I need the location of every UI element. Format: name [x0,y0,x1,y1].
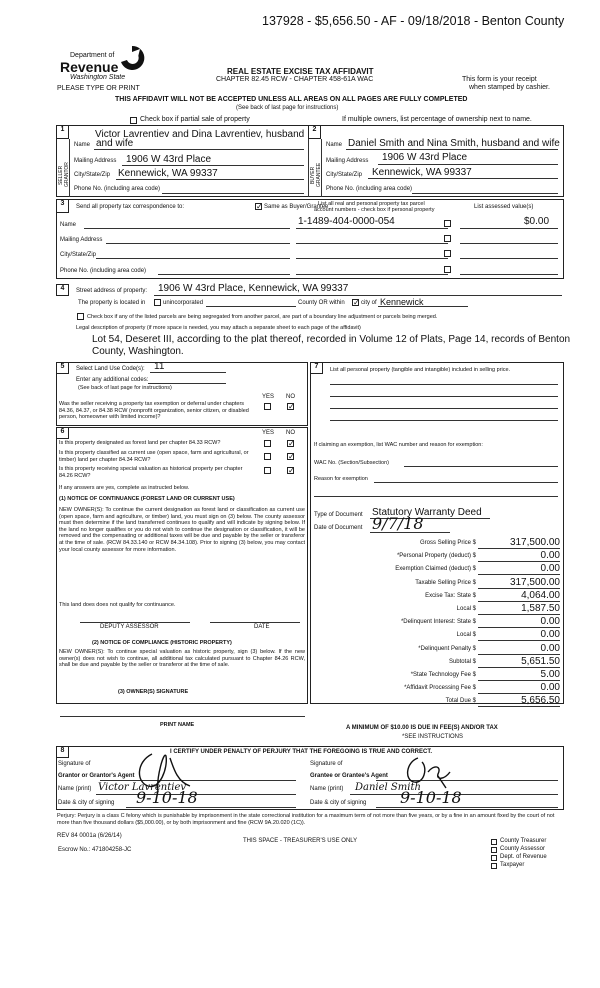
notice-continuance-text: NEW OWNER(S): To continue the current designation as forest land or classification as current use (open space, farm and agriculture, or timber) land, you must sign on (3) below. The county assessor must then determine if the land transferred continues to qualify and will indicate by signing below. If the land no longer qualifies or you do not wish to continue the designation or classification, it will be removed and the compensating or additional taxes will be due and payable by the seller or transferor at the time of sale. (RCW 84.33.140 or RCW 84.34.108). Prior to signing (3) below, you may contact your local county assessor for more information. [59,507,305,553]
copy-label: County Assessor [500,846,546,852]
grantee-date[interactable]: 9-10-18 [400,788,462,807]
same-as-buyer-label: Same as Buyer/Grantee [264,204,329,210]
sec5-no-header: NO [286,394,295,400]
section-3-box [56,199,564,279]
unincorporated-label: unincorporated [163,300,204,306]
forest-land-question: Is this property designated as forest land per chapter 84.33 RCW? [59,440,221,446]
treasurer-space-label: THIS SPACE - TREASURER'S USE ONLY [243,838,358,844]
see-back-note: (See back of last page for instructions) [236,105,339,111]
financial-row-label: Taxable Selling Price $ [415,580,476,586]
section-3-number: 3 [56,199,69,213]
dept-label: Department of [70,52,115,59]
sec3-mailing-label: Mailing Address [60,237,103,243]
financial-row-value[interactable]: 0.00 [540,643,560,654]
copy-label: Taxpayer [500,862,525,868]
seller-city-value[interactable]: Kennewick, WA 99337 [118,168,218,179]
financial-row-label: Total Due $ [445,698,476,704]
segregated-checkbox[interactable] [77,313,84,320]
financial-row-value[interactable]: 5,651.50 [521,656,560,667]
receipt-note-2: when stamped by cashier. [469,84,550,91]
assessor-date-label: DATE [254,624,270,630]
assessed-value[interactable]: $0.00 [524,216,550,227]
financial-row-line [478,640,560,641]
historic-question: Is this property receiving special valuation as historical property per chapter 84.26 RCW? [59,466,243,479]
financial-row-value[interactable]: 0.00 [540,563,560,574]
financial-row-line [478,680,560,681]
form-chapter: CHAPTER 82.45 RCW - CHAPTER 458-61A WAC [216,76,374,83]
financial-row-value[interactable]: 317,500.00 [509,577,560,588]
section-7-number: 7 [310,362,323,374]
grantee-agent-label: Grantee or Grantee's Agent [310,773,388,779]
copy-checkbox[interactable] [491,839,497,845]
financial-row-line [478,706,560,707]
grantor-date[interactable]: 9-10-18 [136,788,198,807]
copy-checkbox[interactable] [491,855,497,861]
financial-row-line [478,667,560,668]
forest-no-checkbox[interactable]: ✓ [288,439,295,448]
seller-side-label: SELLER GRANTOR [58,162,70,188]
receipt-note-1: This form is your receipt [462,76,537,83]
grantee-signature-of-label: Signature of [310,761,343,767]
financial-row-line [478,588,560,589]
legal-desc-label: Legal description of property (if more space is needed, you may attach a separate sheet to each page of the affidavit) [76,325,361,331]
parcel-3-checkbox[interactable] [444,250,451,257]
grantee-name-print[interactable]: Daniel Smith [355,782,421,793]
buyer-side-label: BUYER GRANTEE [310,162,322,188]
revenue-label: Revenue [60,59,119,75]
parcel-header-1: List all real and personal property tax parcel [318,201,425,207]
multiple-owners-note: If multiple owners, list percentage of ownership next to name. [342,116,532,123]
grantor-name-print[interactable]: Victor Lavrentiev [98,782,187,793]
buyer-phone-label: Phone No. (including area code) [326,186,413,192]
perjury-statement: Perjury: Perjury is a class C felony which is punishable by imprisonment in the state correctional institution for a maximum term of not more than five years, or by a fine in an amount fixed by the court of not more than five thousand dollars ($5,000.00), or by both imprisonment and fine (RCW 9A.20.020 (1C)). [57,813,555,826]
city-of-label: city of [361,300,377,306]
seller-name-line1[interactable]: Victor Lavrentiev and Dina Lavrentiev, husband [95,129,305,140]
doc-date-label: Date of Document [314,525,363,531]
seller-name-line2[interactable]: and wife [96,138,134,149]
street-address-label: Street address of property: [76,288,148,294]
legal-desc-line1[interactable]: Lot 54, Deseret III, according to the plat thereof, recorded in Volume 12 of Plats, Page 14, records of Benton [92,334,571,345]
financial-row-label: *Affidavit Processing Fee $ [404,685,476,691]
warning-text: THIS AFFIDAVIT WILL NOT BE ACCEPTED UNLESS ALL AREAS ON ALL PAGES ARE FULLY COMPLETED [115,96,468,103]
wac-label: WAC No. (Section/Subsection) [314,460,389,466]
additional-codes-label: Enter any additional codes: [76,377,149,383]
county-or-within-label: County OR within [298,300,345,306]
financial-row-label: Subtotal $ [448,659,476,665]
land-use-code[interactable]: 11 [154,361,165,372]
certify-statement: I CERTIFY UNDER PENALTY OF PERJURY THAT THE FOREGOING IS TRUE AND CORRECT. [170,749,433,755]
copy-label: Dept. of Revenue [500,854,547,860]
form-revision: REV 84 0001a (6/26/14) [57,833,122,839]
grantor-agent-label: Grantor or Grantor's Agent [58,773,135,779]
grantor-name-print-label: Name (print) [58,786,92,792]
street-address-value[interactable]: 1906 W 43rd Place, Kennewick, WA 99337 [158,283,349,294]
financial-row-line [478,561,560,562]
financial-row-line [478,548,560,549]
financial-row-value[interactable]: 0.00 [540,616,560,627]
section-4-number: 4 [56,284,69,296]
revenue-logo-icon [118,44,146,72]
financial-row-label: Excise Tax: State $ [425,593,476,599]
parcel-header-2: account numbers - check box if personal property [314,207,435,213]
grantor-signature-of-label: Signature of [58,761,91,767]
financial-row-label: Exemption Claimed (deduct) $ [395,566,476,572]
notice-continuance-title: (1) NOTICE OF CONTINUANCE (FOREST LAND OR CURRENT USE) [59,496,235,502]
sec5-see-back: (See back of last page for instructions) [78,385,172,391]
exemption-no-checkbox[interactable]: ✓ [288,402,295,411]
type-print-label: PLEASE TYPE OR PRINT [57,85,140,92]
assessed-header: List assessed value(s) [474,204,534,210]
buyer-name-label: Name [326,142,343,148]
partial-sale-label: Check box if partial sale of property [140,116,250,123]
parcel-1-checkbox[interactable] [444,220,451,227]
if-yes-note: If any answers are yes, complete as instructed below. [59,485,190,491]
print-name-label: PRINT NAME [160,722,195,728]
see-instructions-note: *SEE INSTRUCTIONS [402,734,464,740]
financial-row-value[interactable]: 0.00 [540,629,560,640]
sec6-yes-header: YES [262,430,275,436]
financial-row-line [478,693,560,694]
seller-phone-label: Phone No. (including area code) [74,186,161,192]
located-in-label: The property is located in [78,300,146,306]
send-correspondence-label: Send all property tax correspondence to: [76,204,185,210]
deputy-assessor-label: DEPUTY ASSESSOR [100,624,159,630]
forest-yes-checkbox[interactable] [264,440,271,447]
financial-row-label: *State Technology Fee $ [410,672,476,678]
buyer-name-value[interactable]: Daniel Smith and Nina Smith, husband and wife [348,138,560,149]
financial-row-value[interactable]: 317,500.00 [509,537,560,548]
partial-sale-checkbox[interactable] [130,117,137,124]
exemption-claim-label: If claiming an exemption, list WAC number and reason for exemption: [314,442,483,448]
seller-city-label: City/State/Zip [74,172,111,178]
seller-mailing-label: Mailing Address [74,158,117,164]
unincorporated-checkbox[interactable] [154,299,161,306]
city-value[interactable]: Kennewick [380,297,424,307]
financial-row-line [478,614,560,615]
buyer-mailing-value[interactable]: 1906 W 43rd Place [382,152,468,163]
historic-no-checkbox[interactable]: ✓ [288,466,295,475]
financial-row-label: *Personal Property (deduct) $ [396,553,476,559]
minimum-due-note: A MINIMUM OF $10.00 IS DUE IN FEE(S) AND/OR TAX [346,725,498,731]
buyer-mailing-label: Mailing Address [326,158,369,164]
section-2-number: 2 [308,125,321,139]
parcel-number[interactable]: 1-1489-404-0000-054 [298,216,395,227]
city-of-checkbox[interactable]: ✓ [353,298,360,307]
escrow-number: Escrow No.: 471804258-JC [58,847,132,853]
section-5-number: 5 [56,362,69,374]
grantor-date-city-label: Date & city of signing [58,800,115,806]
current-use-question: Is this property classified as current use (open space, farm and agricultural, or timber) land per chapter 84.34 RCW? [59,450,249,463]
parcel-2-checkbox[interactable] [444,235,451,242]
sec5-yes-header: YES [262,394,275,400]
owner-signature-title: (3) OWNER(S) SIGNATURE [118,689,189,695]
exemption-reason-label: Reason for exemption [314,476,368,482]
current-use-no-checkbox[interactable]: ✓ [288,452,295,461]
doc-date-value[interactable]: 9/7/18 [372,514,424,533]
form-title: REAL ESTATE EXCISE TAX AFFIDAVIT [227,67,374,76]
financial-row-value[interactable]: 4,064.00 [521,590,560,601]
financial-row-value[interactable]: 5.00 [540,669,560,680]
financial-row-line [478,601,560,602]
financial-row-value[interactable]: 5,656.50 [521,695,560,706]
historic-yes-checkbox[interactable] [264,467,271,474]
sec3-phone-label: Phone No. (including area code) [60,268,147,274]
financial-row-label: Local $ [456,632,476,638]
exemption-yes-checkbox[interactable] [264,403,271,410]
financial-row-line [478,574,560,575]
exemption-question: Was the seller receiving a property tax exemption or deferral under chapters 84.36, 84.37, or 84.38 RCW (nonprofit organization, senior citizen, or disabled person, homeowner with limited income)? [59,401,249,421]
financial-row-label: *Delinquent Penalty $ [418,646,476,652]
state-label: Washington State [70,74,126,81]
legal-desc-line2[interactable]: County, Washington. [92,346,184,357]
parcel-4-checkbox[interactable] [444,266,451,273]
sec3-name-label: Name [60,222,77,228]
financial-row-value[interactable]: 1,587.50 [521,603,560,614]
notice-compliance-text: NEW OWNER(S): To continue special valuation as historic property, sign (3) below. If the new owner(s) does not wish to continue, all additional tax calculated pursuant to Chapter 84.26 RCW, shall be due and payable by the seller or transferor at the time of sale. [59,649,305,669]
seller-name-label: Name [74,142,91,148]
qualify-line: This land does does not qualify for continuance. [59,602,176,608]
segregated-label: Check box if any of the listed parcels are being segregated from another parcel, are part of a boundary line adjustment or parcels being merged. [87,314,438,320]
land-use-label: Select Land Use Code(s): [76,366,145,372]
buyer-city-value[interactable]: Kennewick, WA 99337 [372,167,472,178]
doc-type-label: Type of Document [314,512,363,518]
section-6-number: 6 [56,427,69,439]
seller-mailing-value[interactable]: 1906 W 43rd Place [126,154,212,165]
financial-row-value[interactable]: 0.00 [540,550,560,561]
current-use-yes-checkbox[interactable] [264,453,271,460]
financial-row-label: Gross Selling Price $ [419,540,476,546]
section-8-number: 8 [56,746,69,758]
recording-stamp: 137928 - $5,656.50 - AF - 09/18/2018 - Benton County [262,14,565,28]
sec3-city-label: City/State/Zip [60,252,97,258]
financial-row-line [478,627,560,628]
notice-compliance-title: (2) NOTICE OF COMPLIANCE (HISTORIC PROPERTY) [92,640,232,646]
personal-property-label: List all personal property (tangible and intangible) included in selling price. [330,367,511,373]
copy-checkbox[interactable] [491,863,497,869]
doc-type-value[interactable]: Statutory Warranty Deed [372,507,482,518]
section-1-number: 1 [56,125,69,139]
financial-row-label: Local $ [456,606,476,612]
same-as-buyer-checkbox[interactable]: ✓ [256,202,263,211]
grantee-name-print-label: Name (print) [310,786,344,792]
copy-checkbox[interactable] [491,847,497,853]
financial-row-line [478,654,560,655]
financial-row-label: *Delinquent Interest: State $ [400,619,476,625]
grantee-date-city-label: Date & city of signing [310,800,367,806]
copy-label: County Treasurer [500,838,547,844]
sec6-no-header: NO [286,430,295,436]
buyer-city-label: City/State/Zip [326,172,363,178]
financial-row-value[interactable]: 0.00 [540,682,560,693]
